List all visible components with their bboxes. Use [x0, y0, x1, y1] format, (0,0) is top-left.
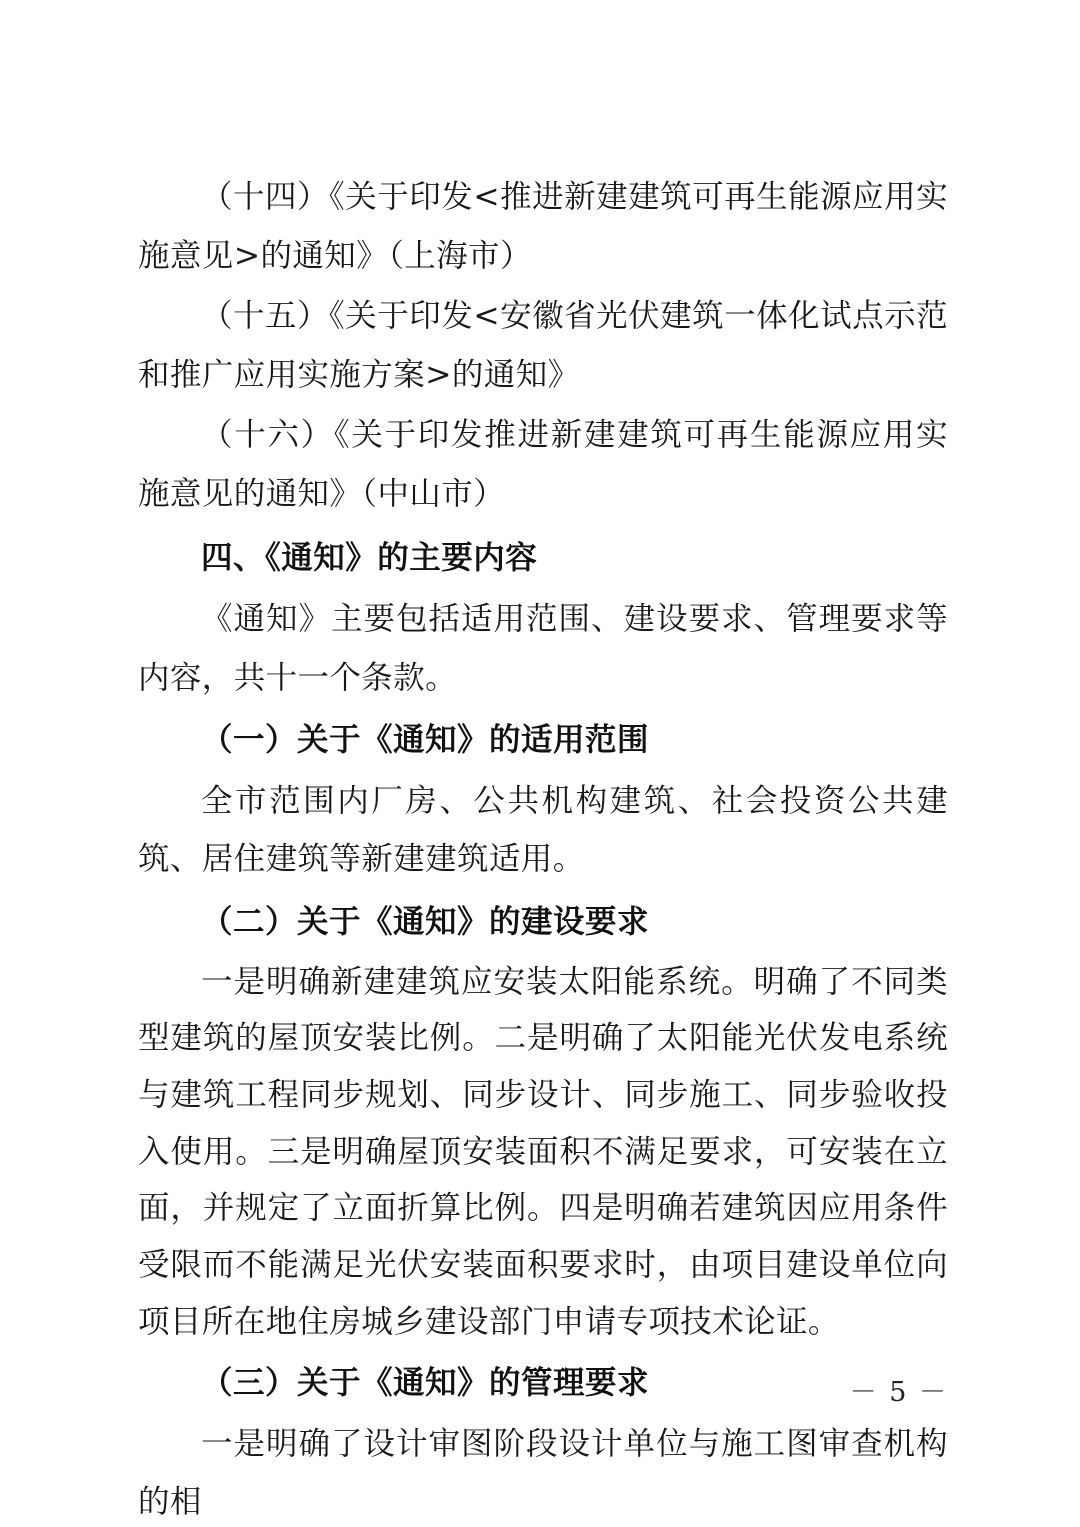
page-number: － 5 －: [849, 1377, 948, 1408]
paragraph-item-14: （十四）《关于印发<推进新建建筑可再生能源应用实施意见>的通知》（上海市）: [138, 179, 948, 274]
subsection-heading-two: （二）关于《通知》的建设要求: [201, 903, 650, 940]
paragraph-subsection-two: 一是明确新建建筑应安装太阳能系统。明确了不同类型建筑的屋顶安装比例。二是明确了太阳能光伏发电系统与建筑工程同步规划、同步设计、同步施工、同步验收投入使用。三是明确屋顶安装面积不满足要求，可安装在立面，并规定了立面折算比例。四是明确若建筑因应用条件受限而不能满足光伏安装面积要求时，由项目建设单位向项目所在地住房城乡建设部门申请专项技术论证。: [138, 963, 948, 1340]
paragraph-item-15: （十五）《关于印发<安徽省光伏建筑一体化试点示范和推广应用实施方案>的通知》: [138, 298, 948, 393]
section-heading-four: 四、《通知》的主要内容: [201, 540, 538, 577]
paragraph-section-four-intro: 《通知》主要包括适用范围、建设要求、管理要求等内容，共十一个条款。: [138, 601, 948, 696]
document-body: [138, 168, 948, 1527]
paragraph-subsection-one: 全市范围内厂房、公共机构建筑、社会投资公共建筑、居住建筑等新建建筑适用。: [138, 782, 948, 878]
paragraph-item-16: （十六）《关于印发推进新建建筑可再生能源应用实施意见的通知》（中山市）: [138, 417, 948, 512]
paragraph-subsection-three: 一是明确了设计审图阶段设计单位与施工图审查机构的相: [138, 1425, 948, 1521]
subsection-heading-one: （一）关于《通知》的适用范围: [201, 722, 650, 759]
subsection-heading-three: （三）关于《通知》的管理要求: [201, 1365, 650, 1402]
